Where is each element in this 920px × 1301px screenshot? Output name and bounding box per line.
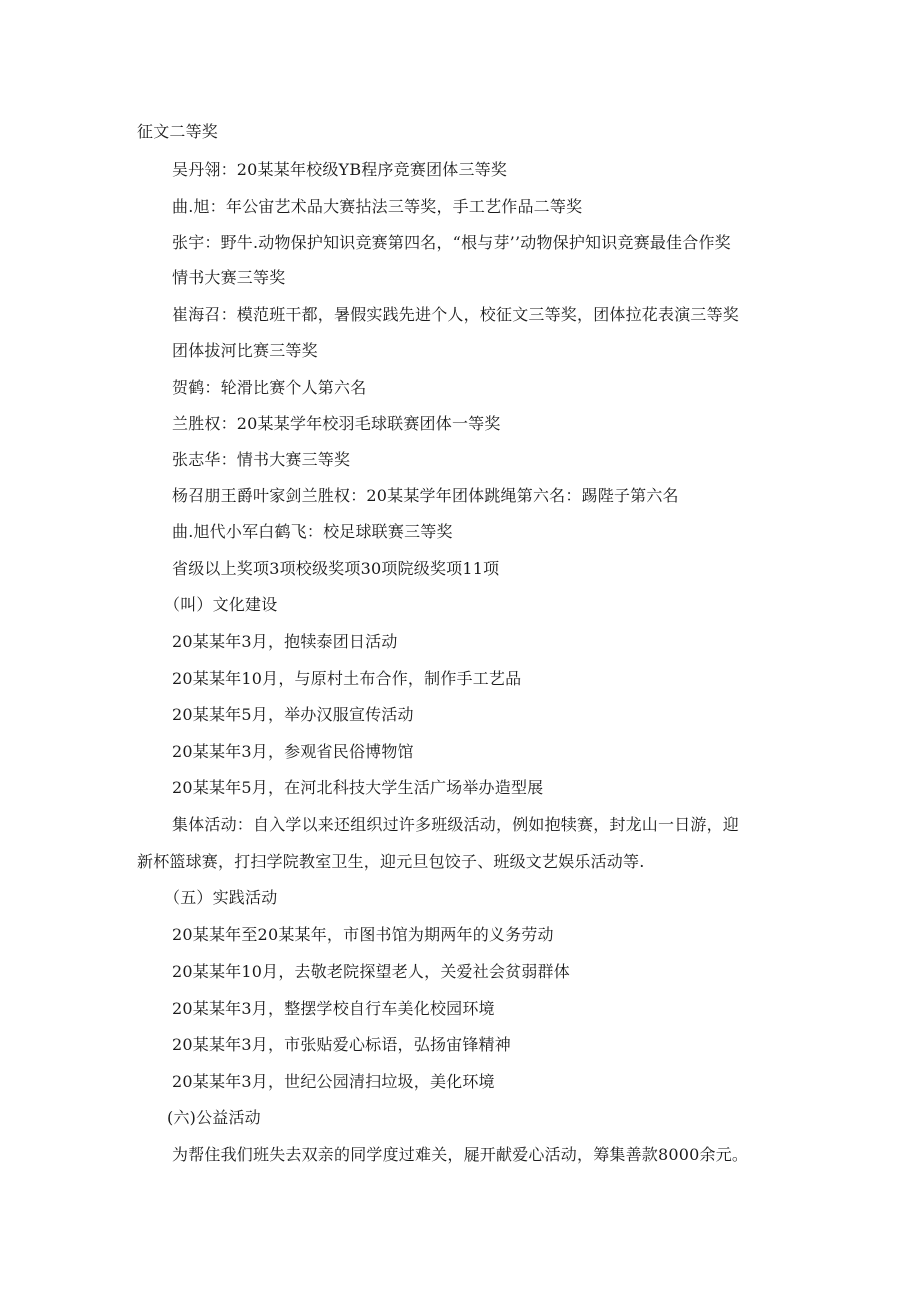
text-line-award: 兰胜权：20某某学年校羽毛球联赛团体一等奖 <box>172 414 501 433</box>
text-line-practice: 20某某年3月，市张贴爱心标语，弘扬宙锋精神 <box>172 1035 511 1054</box>
text-line-culture: 20某某年3月，参观省民俗博物馆 <box>172 742 414 761</box>
text-line-award: 张宇：野牛.动物保护知识竞赛第四名，“根与芽’’动物保护知识竞赛最佳合作奖 <box>172 233 731 252</box>
text-line-collective-activities-cont: 新杯篮球赛，打扫学院教室卫生，迎元旦包饺子、班级文艺娱乐活动等. <box>137 852 645 871</box>
text-line-award: 贺鹤：轮滑比赛个人第六名 <box>172 378 367 397</box>
text-line-collective-activities: 集体活动：自入学以来还组织过许多班级活动，例如抱犊赛，封龙山一日游，迎 <box>172 815 740 834</box>
text-line-culture: 20某某年5月，在河北科技大学生活广场举办造型展 <box>172 778 544 797</box>
text-line-award-cont: 情书大赛三等奖 <box>172 268 286 287</box>
text-line-award: 曲.旭代小军白鹤飞：校足球联赛三等奖 <box>172 522 453 541</box>
section-heading-charity: (六)公益活动 <box>167 1108 261 1127</box>
text-line-practice: 20某某年3月，整摆学校自行车美化校园环境 <box>172 999 495 1018</box>
text-line-culture: 20某某年5月，举办汉服宣传活动 <box>172 705 414 724</box>
text-line-culture: 20某某年3月，抱犊泰团日活动 <box>172 632 398 651</box>
text-line-practice: 20某某年3月，世纪公园清扫垃圾，美化环境 <box>172 1072 495 1091</box>
text-line-charity: 为帮住我们班失去双亲的同学度过难关，屣开献爱心活动，筹集善款8000余元。 <box>172 1145 749 1164</box>
text-line-award-summary: 省级以上奖项3项校级奖项30项院级奖项11项 <box>172 559 500 578</box>
text-line-award: 张志华：情书大赛三等奖 <box>172 450 351 469</box>
text-line-award-cont: 团体拔河比赛三等奖 <box>172 341 318 360</box>
section-heading-culture: （叫）文化建设 <box>164 595 278 614</box>
section-heading-practice: （五）实践活动 <box>164 888 278 907</box>
text-line-award: 崔海召：模范班干都，暑假实践先进个人，校征文三等奖，团体拉花表演三等奖 <box>172 305 740 324</box>
text-line-culture: 20某某年10月，与原村土布合作，制作手工艺品 <box>172 669 522 688</box>
text-line-practice: 20某某年10月，去敬老院探望老人，关爱社会贫弱群体 <box>172 962 570 981</box>
text-line-award: 吴丹翎：20某某年校级YB程序竞赛团体三等奖 <box>172 160 508 179</box>
text-line-award: 曲.旭：年公宙艺术品大赛拈法三等奖，手工艺作品二等奖 <box>172 197 583 216</box>
text-line-award-essay: 征文二等奖 <box>137 122 219 141</box>
text-line-award: 杨召朋王爵叶家剑兰胜权：20某某学年团体跳绳第六名：踢陛子第六名 <box>172 486 679 505</box>
text-line-practice: 20某某年至20某某年，市图书馆为期两年的义务劳动 <box>172 925 554 944</box>
